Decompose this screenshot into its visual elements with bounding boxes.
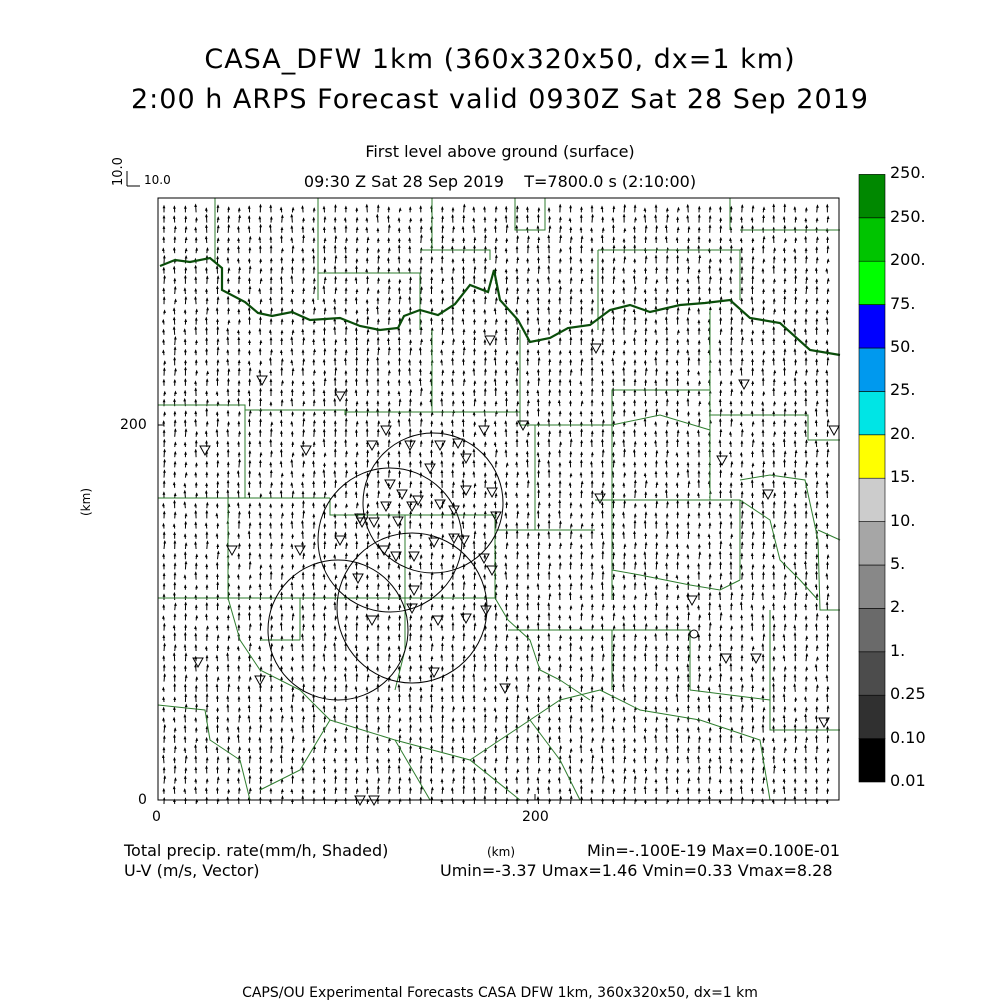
level-label: First level above ground (surface) — [0, 144, 1000, 160]
reference-vector — [127, 171, 140, 186]
model-time: T=7800.0 s (2:10:00) — [524, 172, 696, 191]
title-line-1: CASA_DFW 1km (360x320x50, dx=1 km) — [0, 46, 1000, 73]
title-line-2: 2:00 h ARPS Forecast valid 0930Z Sat 28 Sep 2019 — [0, 86, 1000, 113]
valid-time: 09:30 Z Sat 28 Sep 2019 — [304, 172, 504, 191]
